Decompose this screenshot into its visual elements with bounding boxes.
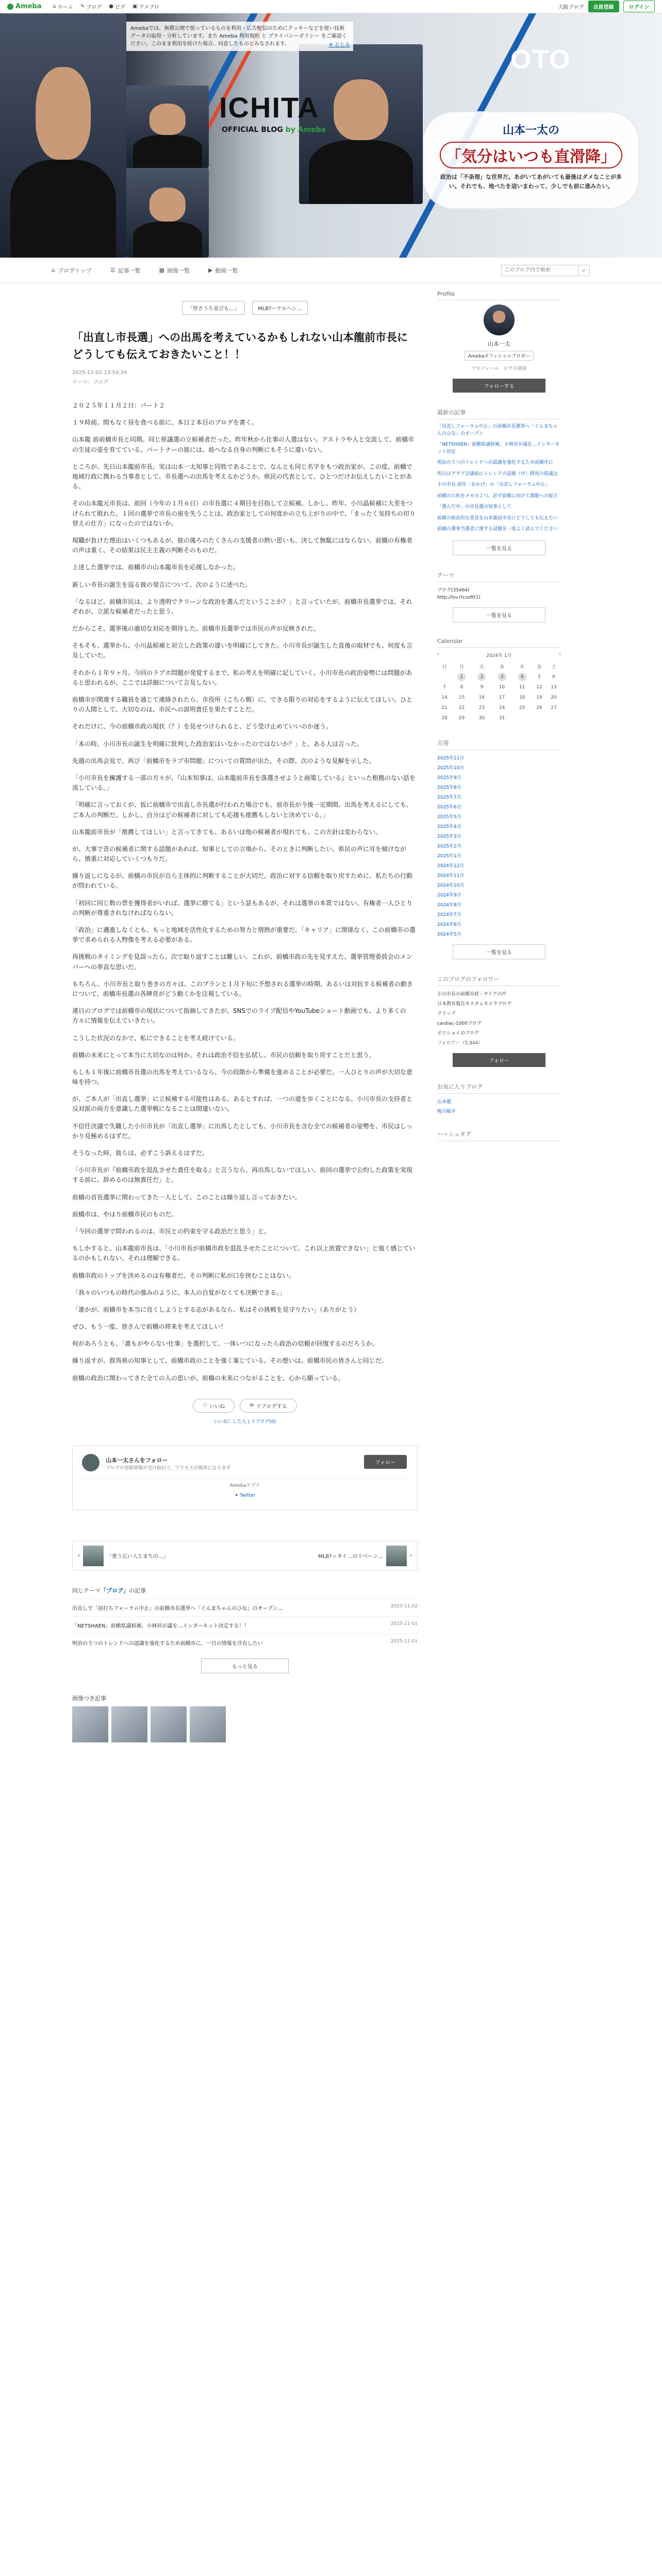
calendar-header <box>437 652 561 658</box>
like-button[interactable]: ♡ いいね <box>193 1399 235 1413</box>
calendar-day[interactable] <box>532 703 547 713</box>
calendar-section <box>437 638 561 723</box>
calendar-day[interactable] <box>547 672 561 682</box>
follow-box-name: 山本一太さんをフォロー <box>106 1456 168 1464</box>
image-thumbnail[interactable] <box>111 1706 147 1742</box>
nav-home[interactable]: ⌂ ホーム <box>53 4 73 10</box>
image-thumbnail[interactable] <box>72 1706 108 1742</box>
hashtag-section <box>437 1130 561 1141</box>
calendar-weekday: 水 <box>500 665 505 670</box>
month-link[interactable]: 2024年7月 <box>437 912 461 918</box>
home-icon: ⌂ <box>53 4 56 9</box>
same-theme-row[interactable] <box>72 1599 418 1616</box>
reblog-icon: ⟳ <box>250 1402 254 1409</box>
article-paragraph: 再挑戦のタイミングを見誤ったら、次で取り返すことは難しい。これが、前橋市政の先を見すえた、選挙管理委員会のメンバーへの率直な思いだ。 <box>72 953 412 971</box>
global-topbar <box>0 0 662 13</box>
official-blog-label: OFFICIAL BLOG by Ameba <box>222 126 326 134</box>
chevron-right-icon: › <box>410 1553 412 1559</box>
month-link[interactable]: 2025年4月 <box>437 824 461 829</box>
follower-item[interactable]: cardiac-1000ブログ <box>437 1021 482 1026</box>
same-theme-date: 2025-11-01 <box>390 1621 418 1626</box>
article-paragraph: 山本龍前市長が「推薦してほしい」と言ってきても、あるいは他の候補者が現れても、この方針は変わらない。 <box>72 828 382 836</box>
prev-entry-button[interactable]: 「厚さうち並びも…」 <box>182 301 245 315</box>
calendar-day-number: 12 <box>536 684 542 690</box>
month-link[interactable]: 2024年6月 <box>437 922 461 927</box>
calendar-weekday: 月 <box>459 665 464 670</box>
follower-item[interactable]: 小川市長の前橋市政・サイアの声 <box>437 991 507 997</box>
nav-blog[interactable]: ✎ ブログ <box>80 4 102 10</box>
catchphrase-bubble: 山本一太の 「気分はいつも直滑降」 政治は「不条理」な世界だ。あがいてあがいても最後はダメなことが多い。それでも、地べたを這いまわって、少しでも前に進みたい。 <box>423 111 639 209</box>
article-paragraph: ぜひ、もう一度、皆さんで前橋の将来を考えてほしい！ <box>72 1323 227 1331</box>
calendar-day-number: 9 <box>480 684 484 690</box>
article-paragraph: その山本龍元市長は、前回（今年の１月６日）の市長選に４期目を目指して立候補。しかし、昨年、小川晶候補に大差をつけられて敗れた。１回の選挙で市長の座を失うことは、政治家としての何度かの立ち上がりの中で、「まったく気持ちの切り替えの仕方」になったのではないか。 <box>72 500 416 527</box>
calendar-day-number: 11 <box>519 684 525 690</box>
nav-blog-top[interactable]: ⌂ ブログトップ <box>52 267 92 274</box>
calendar-day[interactable] <box>512 692 532 703</box>
monthly-list-button[interactable]: 一覧を見る <box>453 944 545 959</box>
nav-ameblo[interactable]: ▣ アメブロ <box>133 4 159 10</box>
official-badge: Amebaオフィシャルブロガー <box>437 351 561 361</box>
calendar-day-number: 2 <box>477 673 486 681</box>
calendar-day-number: 26 <box>536 705 542 710</box>
theme-section <box>437 571 561 622</box>
same-theme-title: 「NETSHAEN」前橋県議候補、小林昇が議を…インターネット決定する！！ <box>72 1623 250 1629</box>
calendar-day-number: 18 <box>519 694 525 700</box>
article-paragraph: 山本龍 前前橋市長と同期。同じ県議選の立候補者だった。昨年秋から仕事の人選はない。アストラや人と交流して、前橋市の生徒の姿を育てている。パートナーの彼には、前へなる自身の判断にもそうに違いない。 <box>72 436 415 453</box>
followers-list <box>437 990 561 1036</box>
month-link[interactable]: 2024年8月 <box>437 902 461 908</box>
article-paragraph: 繰り返すが、群馬県の知事として、前橋市政のことを強く案じている。その想いは、前橋市民の皆さんと同じだ。 <box>72 1357 388 1365</box>
image-entries-section <box>72 1694 418 1742</box>
calendar-day-number: 19 <box>536 694 542 700</box>
signup-button[interactable]: 会員登録 <box>588 1 619 12</box>
same-theme-list <box>72 1599 418 1651</box>
blog-search <box>501 265 590 276</box>
calendar-day[interactable] <box>452 692 472 703</box>
twitter-icon: ✦ <box>234 1493 240 1498</box>
calendar-day-number: 28 <box>441 715 448 721</box>
same-theme-section <box>72 1586 418 1673</box>
heart-icon: ♡ <box>203 1402 208 1409</box>
same-theme-title: 出直しで「前打ちフォーラム中止」の前橋市長選挙へ「ぐんまちゃんのひな」のオープン… <box>72 1605 283 1612</box>
month-link[interactable]: 2025年11月 <box>437 755 465 761</box>
article-paragraph: もしも１年後に前橋市長選の出馬を考えているなら、今の段階から準備を進めることが必要だ。一人ひとりの声が大切な意味を持つ。 <box>72 1068 413 1086</box>
area-blog-link[interactable]: 大阪ブログ <box>558 5 584 10</box>
article-paragraph: こうした状況のなかで、私にできることを考え続けている。 <box>72 1034 239 1042</box>
search-input[interactable] <box>501 265 578 276</box>
month-link[interactable]: 2024年9月 <box>437 892 461 898</box>
image-icon: ▦ <box>159 267 164 274</box>
same-theme-date: 2025-11-01 <box>390 1638 418 1644</box>
article-paragraph: 「我々のいつもの時代の強みのように、本人の自覚がなくても決断できる。」 <box>72 1289 286 1296</box>
pigg-icon: ● <box>109 4 113 9</box>
blog-nav <box>0 258 662 283</box>
same-theme-date: 2025-11-02 <box>390 1603 418 1609</box>
twitter-link[interactable]: ✦ Twitter <box>234 1493 256 1498</box>
nav-image-list[interactable]: ▦ 画像一覧 <box>159 267 190 274</box>
article-paragraph: が、ご本人が「出直し選挙」に立候補する可能性はある。あるとすれば、一つの道を歩くことになる。小川市長の支持者と反対派の両方を意識した選挙戦になることは間違いない。 <box>72 1095 413 1113</box>
monthly-section <box>437 739 561 959</box>
article-paragraph: もしかすると、山本龍前市長は、「小川市長が前橋市政を混乱させたことについて、これ以上放置できない」と強く感じているのかもしれない。それは理解できる。 <box>72 1245 416 1262</box>
article-body <box>72 401 418 1383</box>
content-wrap <box>0 283 662 1742</box>
same-theme-heading: 同じテーマ「ブログ」の記事 <box>72 1587 146 1594</box>
header-photo-left <box>0 13 126 258</box>
monthly-heading: 月別 <box>437 739 561 750</box>
recent-entry-link[interactable]: 前橋の選挙当選者に関する話題を一度よく読んでください <box>437 527 558 532</box>
calendar-day[interactable] <box>437 703 452 713</box>
favorite-blogs-list <box>437 1098 561 1114</box>
month-link[interactable]: 2024年5月 <box>437 931 461 937</box>
month-link[interactable]: 2025年2月 <box>437 843 461 849</box>
main-column <box>72 283 418 1742</box>
calendar-weekday: 日 <box>442 665 447 670</box>
recent-entry-link[interactable]: 「NETSHAEN」前橋県議候補、小林昇が議を…インターネット決定 <box>437 442 560 454</box>
nav-entry-list[interactable]: ☰ 記事一覧 <box>110 267 141 274</box>
sidebar <box>437 283 561 1742</box>
calendar-day[interactable] <box>437 692 452 703</box>
profile-links[interactable]: プロフィール ピグの部屋 <box>471 366 527 371</box>
blog-title-right: OTO <box>510 45 571 75</box>
calendar-day[interactable] <box>452 682 472 692</box>
ameba-app-label: Amebaアプリ <box>229 1483 260 1488</box>
calendar-day[interactable] <box>492 672 512 682</box>
calendar-day-number: 7 <box>443 684 446 690</box>
article-paragraph: 先週の出馬会見で、再び「前橋市をラブ市問題」についての質問が出た。その際、次のような見解を示した。 <box>72 757 375 765</box>
article-paragraph: 「なるほど。前橋市民は、より透明でクリーンな政治を選んだということか？」と言っていたが、前橋市長選挙では、それぞれが、立派な候補者だったと思う。 <box>72 598 412 615</box>
article-paragraph: 新しい市長の誕生を巡る彼の発言について、次のように述べた。 <box>72 581 252 588</box>
header-photo-small <box>126 168 209 258</box>
next-entry-button[interactable]: MLB?ーナルヘン… <box>252 301 308 315</box>
calendar-weekday: 金 <box>537 665 542 670</box>
calendar-day-number: 22 <box>458 705 465 710</box>
calendar-day[interactable] <box>532 692 547 703</box>
pen-icon: ✎ <box>80 4 85 9</box>
recent-entry-link[interactable]: 「選んだ中」の市長選の知事として <box>437 504 512 510</box>
same-theme-row[interactable] <box>72 1634 418 1651</box>
month-link[interactable]: 2024年12月 <box>437 863 465 869</box>
calendar-day-number: 6 <box>552 674 555 680</box>
calendar-day-number: 20 <box>551 694 557 700</box>
prev-thumbnail <box>83 1546 104 1566</box>
calendar-day[interactable] <box>547 703 561 713</box>
article-paragraph: 現職が負けた理由はいくつもあるが、彼の後ろのたくさんの支援者の熱い思いも、決して無駄にはならない。前橋の有権者の声は重く、その結果は民主主義の判断そのものだ。 <box>72 536 413 554</box>
follow-button[interactable]: フォロー <box>364 1455 407 1469</box>
article-paragraph: それだけに、今の前橋市政の現状（？）を見せつけられると、どう受け止めていいのか迷う。 <box>72 723 333 731</box>
avatar <box>82 1454 100 1471</box>
blog-header <box>0 13 662 258</box>
recent-entries-section <box>437 408 561 555</box>
theme-list-button[interactable]: 一覧を見る <box>453 607 545 622</box>
list-icon: ☰ <box>110 267 115 274</box>
calendar-day-number: 3 <box>498 673 506 681</box>
calendar-day-number: 10 <box>499 684 505 690</box>
next-article-link[interactable]: MLB?ッタイ…のリベーン… › <box>318 1546 412 1566</box>
favorite-blog-link[interactable]: 梅川順平 <box>437 1109 456 1114</box>
sidebar-follow-button[interactable]: フォローする <box>453 379 545 393</box>
article-paragraph: 「小川市長が『前橋市政を混乱させた責任を取る』と言うなら、再出馬しないでほしい。前回の選挙で公約した政策を実現する前に、辞めるのは無責任だ」と。 <box>72 1166 413 1184</box>
article-paragraph: ところが、先日山本龍前市長。実は山本一太知事と同姓であることで、なんとも同じ名字をもつ政治家が、この度、前橋で地域行政に携わる当事者として、市長選への出馬を考えるかどうか。県民の代表として、ひとつだけお伝えしたいことがある。 <box>72 463 412 490</box>
calendar-week <box>437 682 561 692</box>
calendar-day-number: 29 <box>458 715 465 721</box>
recent-entries-list <box>437 423 561 533</box>
calendar-day <box>532 713 547 723</box>
calendar-day-number: 1 <box>457 673 466 681</box>
calendar-day-number: 21 <box>441 705 448 710</box>
article-paragraph: が、大事で昔の候補者に関する話題があれば、知事としての立場から、そのときに判断したい。県民の声に耳を傾けながら、慎重に対応していくつもりだ。 <box>72 845 407 863</box>
nav-pigg[interactable]: ● ピグ <box>109 4 125 10</box>
theme-list <box>437 586 561 600</box>
calendar-day[interactable] <box>472 672 492 682</box>
theme-link[interactable]: ブログ(35464) <box>437 587 470 593</box>
calendar-day-number: 4 <box>518 673 526 681</box>
month-link[interactable]: 2024年11月 <box>437 873 465 878</box>
follower-count[interactable]: フォロワー（5,944） <box>437 1040 483 1046</box>
article-paragraph: ２０２５年１１月２日：パート２ <box>72 402 166 410</box>
calendar-day[interactable] <box>452 713 472 723</box>
recent-entry-link[interactable]: 小川市長 辞任「おかげ」の「出直しフォーラム中止」 <box>437 482 550 487</box>
calendar-prev-button[interactable]: ‹ <box>437 651 439 657</box>
calendar-day[interactable] <box>472 713 492 723</box>
calendar-day[interactable] <box>547 682 561 692</box>
favorite-blogs-section <box>437 1082 561 1114</box>
article-paragraph: 前橋の未来にとって本当に大切なのは何か。それは政治不信を払拭し、市民の信頼を取り戻すことだと思う。 <box>72 1051 375 1059</box>
calendar-week <box>437 672 561 682</box>
recent-entry-link[interactable]: 前橋の公約をメモの２つ、必ず前橋に向けて課題への提言 <box>437 493 558 499</box>
liked-by-link[interactable]: いいね！した人 | リブログ(0) <box>213 1419 276 1425</box>
calendar-day-number: 30 <box>478 715 485 721</box>
article-paragraph: 繰り返しになるが、前橋の市民が自ら主体的に判断することが大切だ。政治に対する信頼を取り戻すために、私たちの行動が問われている。 <box>72 872 413 890</box>
calendar-day <box>437 672 452 682</box>
article-paragraph: 前橋の政治に関わってきた全ての人の思いが、前橋の未来につながることを、心から願っている。 <box>72 1374 344 1382</box>
calendar-day[interactable] <box>452 672 472 682</box>
profile-name[interactable]: 山本一太 <box>488 341 510 347</box>
article-theme[interactable]: テーマ：ブログ <box>72 380 108 386</box>
calendar-day[interactable] <box>492 703 512 713</box>
recent-entries-heading: 最新の記事 <box>437 408 561 419</box>
calendar-day-number: 25 <box>519 705 525 710</box>
calendar-day[interactable] <box>532 672 547 682</box>
calendar-weekday: 木 <box>520 665 525 670</box>
calendar-day[interactable] <box>472 682 492 692</box>
blog-title: ICHITA <box>219 91 320 124</box>
follower-item[interactable]: クリップ <box>437 1011 456 1016</box>
prev-next-nav <box>72 1541 418 1571</box>
article-paragraph: 「小川市長を擁護する一部の方々が、『山本知事は、山本龍前市長を落選させようと画策している』といった根拠のない話を流している。」 <box>72 774 416 792</box>
article-paragraph: 前橋市政のトップを決めるのは有権者だ。その判断に私が口を挟むことはない。 <box>72 1272 295 1279</box>
calendar-day[interactable] <box>492 713 512 723</box>
calendar-week <box>437 692 561 703</box>
calendar-day-number: 16 <box>478 694 485 700</box>
theme-link[interactable]: http://lsv.rtcsoft(1) <box>437 595 481 600</box>
calendar-day[interactable] <box>512 672 532 682</box>
calendar-day[interactable] <box>492 682 512 692</box>
article-date: 2025-11-02 13:54:34 <box>72 370 127 376</box>
nav-video-list[interactable]: ▶ 動画一覧 <box>208 267 238 274</box>
calendar-day[interactable] <box>547 692 561 703</box>
article-paragraph: 「明確に言っておくが、仮に前橋市で出直し市長選が行われた場合でも、前市長が今後一定期間、出馬を考えるにしても、ご本人の判断だ。しかし、自分はどの候補者に対しても応援も推薦もしないと決めている。」 <box>72 801 413 819</box>
calendar-day-number: 27 <box>551 705 557 710</box>
recent-entry-link[interactable]: 前橋の政治的な意見を山本龍前市長にどうしても伝えたい <box>437 515 558 521</box>
month-link[interactable]: 2025年6月 <box>437 804 461 810</box>
calendar-day[interactable] <box>437 682 452 692</box>
next-thumbnail <box>386 1546 407 1566</box>
calendar-day-number: 5 <box>538 674 541 680</box>
month-link[interactable]: 2025年1月 <box>437 853 461 859</box>
article-paragraph: 「今回の選挙で問われるのは、市民との約束を守る政治だと思う」と。 <box>72 1227 271 1235</box>
article-paragraph: 上述した選挙では、前橋市の山本龍市長を応援しなかった。 <box>72 564 240 571</box>
calendar-week <box>437 713 561 723</box>
video-icon: ▶ <box>208 267 213 274</box>
ameba-logo-icon <box>7 4 13 10</box>
followers-follow-button[interactable]: フォロー <box>453 1053 545 1067</box>
month-link[interactable]: 2025年9月 <box>437 775 461 781</box>
article-title[interactable]: 「出直し市長選」への出馬を考えているかもしれない山本龍前市長にどうしても伝えておきたいこと！！ <box>72 331 408 361</box>
month-link[interactable]: 2025年8月 <box>437 785 461 790</box>
calendar-day[interactable] <box>452 703 472 713</box>
calendar-day-number: 23 <box>478 705 485 710</box>
entry-pager <box>72 291 418 324</box>
profile-heading: Profile <box>437 291 561 300</box>
article-paragraph: 何があろうとも、「誰もがやらない仕事」を選択して、一体いつになったら政治の信頼が回復するのだろうか。 <box>72 1340 378 1348</box>
calendar-heading: Calendar <box>437 638 561 648</box>
favorite-blog-link[interactable]: 山本龍 <box>437 1099 452 1105</box>
article-paragraph: それから１年９ヶ月。今回のラブホ問題が発覚するまで、私の考えを明確に記していく。小川市長の政治姿勢には問題があると思われるが、ここでは詳細について言及しない。 <box>72 669 412 686</box>
calendar-day-number: 8 <box>460 684 464 690</box>
follower-item[interactable]: ボリショイのブログ <box>437 1030 479 1036</box>
calendar-day[interactable] <box>437 713 452 723</box>
article-paragraph: 「政治」に邁進しなくとも、もっと地域を活性化するための努力と情熱が重要だ。「キャリア」に関係なく、この前橋市の選挙で求められる人物像を考える必要がある。 <box>72 926 416 944</box>
calendar-day-number: 24 <box>499 705 505 710</box>
global-nav <box>53 3 159 10</box>
article-paragraph: だからこそ、選挙後の適切な対応を期待した。前橋市長選挙では市民の声が反映された。 <box>72 625 320 633</box>
topbar-right <box>558 1 655 12</box>
image-thumbnail[interactable] <box>151 1706 187 1742</box>
follow-box-desc: ブログの更新情報が受け取れて、アクセスが簡単になります <box>106 1465 231 1471</box>
calendar-day-number: 14 <box>441 694 448 700</box>
month-link[interactable]: 2024年10月 <box>437 883 465 888</box>
month-link[interactable]: 2025年7月 <box>437 794 461 800</box>
article-paragraph: 「誰かが、前橋市を本当に良くしようとする志があるなら、私はその挑戦を見守りたい」（ありがとう） <box>72 1306 360 1313</box>
favorite-blogs-heading: お気に入りブログ <box>437 1082 561 1094</box>
month-link[interactable]: 2025年3月 <box>437 834 461 839</box>
profile-avatar[interactable] <box>484 304 515 335</box>
reblog-button[interactable]: ⟳ リブログする <box>240 1399 296 1413</box>
article-paragraph: 前橋市は、やはり前橋市民のものだ。 <box>72 1210 178 1218</box>
calendar-day[interactable] <box>472 703 492 713</box>
recent-entry-link[interactable]: 明治の５つのトレンドへの認識を強化するため前橋市に <box>437 460 553 465</box>
reaction-buttons <box>72 1399 418 1413</box>
recent-entry-link[interactable]: 明日はグラブ会議前にトレンドの話題（中）群馬の県議会 <box>437 471 558 477</box>
catchphrase: 「気分はいつも直滑降」 <box>440 142 622 168</box>
follower-item[interactable]: 日本教育報告カスタムカメラブログ <box>437 1001 512 1007</box>
calendar-day-number: 13 <box>551 684 557 690</box>
calendar-weekdays <box>437 662 561 672</box>
same-theme-row[interactable] <box>72 1616 418 1634</box>
image-entries-heading: 画像つき記事 <box>72 1694 106 1702</box>
prev-article-link[interactable]: ‹ 「衆う広い人とまちの…」 <box>78 1546 169 1566</box>
recent-list-button[interactable]: 一覧を見る <box>453 540 545 555</box>
home-icon: ⌂ <box>52 267 55 274</box>
article-paragraph: 連日のブログでは前橋市の現状について指摘してきたが、SNSでのライブ配信やYouTubeショート動画でも、より多くの方々に情報を伝えていきたい。 <box>72 1007 406 1025</box>
calendar-day[interactable] <box>472 692 492 703</box>
article-paragraph: そうなった時、彼らは、必ずこう訴えるはずだ。 <box>72 1149 209 1157</box>
article-paragraph: 前橋の首長選挙に関わってきた一人として、このことは繰り返し言っておきたい。 <box>72 1193 301 1201</box>
more-button[interactable]: もっと見る <box>201 1658 289 1673</box>
calendar-day[interactable] <box>532 682 547 692</box>
article-paragraph: 前橋市が関連する職員を通じて連絡されたら、市役所（こちら側）に、できる限りの対応をするように伝えてほしい。ひとりの人間として、大切なのは、市民への説明責任を果たすことだ。 <box>72 696 413 714</box>
article-paragraph: 「初回に同じ数の票を獲得者がいれば、選挙に勝てる」という話もあるが、それは選挙の本質ではない。有権者一人ひとりの判断が尊重されなければならない。 <box>72 899 413 917</box>
month-link[interactable]: 2025年10月 <box>437 765 465 771</box>
monthly-list <box>437 754 561 937</box>
same-theme-title: 明治の５つのトレンドへの認識を強化するため前橋市に、一日の情報を共有したい <box>72 1640 263 1647</box>
calendar-day[interactable] <box>492 692 512 703</box>
article-paragraph: 「本の時、小川市長の誕生を明確に批判した政治家はいなかったのではないか？」と、ある人は言った。 <box>72 740 363 748</box>
login-button[interactable]: ログイン <box>623 1 655 12</box>
hashtag-heading: ハッシュタグ <box>437 1130 561 1141</box>
calendar-day <box>512 713 532 723</box>
calendar-day-number: 17 <box>499 694 505 700</box>
article-paragraph: そもそも、選挙から、小川晶候補と対立した政策の違いを明確にしてきた。小川市長が誕生した直後の取材でも、何度も言及していた。 <box>72 642 413 659</box>
calendar-day <box>547 713 561 723</box>
calendar-weekday: 火 <box>479 665 484 670</box>
search-icon[interactable]: ⌕ <box>578 265 590 276</box>
calendar-next-button[interactable]: › <box>559 651 561 657</box>
article-paragraph: 不信任決議で失職した小川市長が「出直し選挙」に出馬したとしても、小川市長を含む全ての候補者の姿勢を、市民はしっかり見極めるはずだ。 <box>72 1122 413 1140</box>
calendar-day[interactable] <box>512 682 532 692</box>
calendar-week <box>437 703 561 713</box>
calendar-month: 2024年 1月 <box>486 653 512 658</box>
ameblo-icon: ▣ <box>133 4 138 9</box>
followers-heading: このブログのフォロワー <box>437 975 561 986</box>
calendar-day-number: 15 <box>458 694 465 700</box>
chevron-left-icon: ‹ <box>78 1553 80 1559</box>
calendar-grid <box>437 662 561 723</box>
calendar-day[interactable] <box>512 703 532 713</box>
image-grid <box>72 1706 418 1742</box>
header-photo-small <box>126 86 209 168</box>
cookie-notice: Amebaでは、無償公開で使っているものを利用・広告配信のためにクッキーなどを使い技術データの取得・分析しています。また Ameba 利用規約 と プライバシーポリシー をご確認ください。このまま利用を続けた場合、同意したものとみなされます。 ✕ とじる <box>126 22 353 51</box>
article-paragraph: もちろん、小川市長と取り巻きの方々は、このプランと１月下旬に予想される選挙の時期、あるいは対抗する候補者の動きについて、前橋市長選の各陣営がどう動くかを注視している。 <box>72 980 413 997</box>
recent-entry-link[interactable]: 「出直しフォーラム中止」の前橋市長選挙へ「ぐんまちゃんのひな」のオープン <box>437 424 558 436</box>
theme-heading: テーマ <box>437 571 561 582</box>
follow-box <box>72 1445 418 1510</box>
month-link[interactable]: 2025年5月 <box>437 814 461 820</box>
notice-close-button[interactable]: ✕ とじる <box>328 42 350 48</box>
header-photo-main <box>299 44 423 204</box>
calendar-weekday: 土 <box>551 665 556 670</box>
followers-section <box>437 975 561 1067</box>
image-thumbnail[interactable] <box>190 1706 226 1742</box>
calendar-day-number: 31 <box>499 715 505 721</box>
article-paragraph: １９時前。間もなく昼を食べる前に、本日２本目のブログを書く。 <box>72 419 258 427</box>
ameba-logo[interactable]: Ameba <box>7 3 42 10</box>
